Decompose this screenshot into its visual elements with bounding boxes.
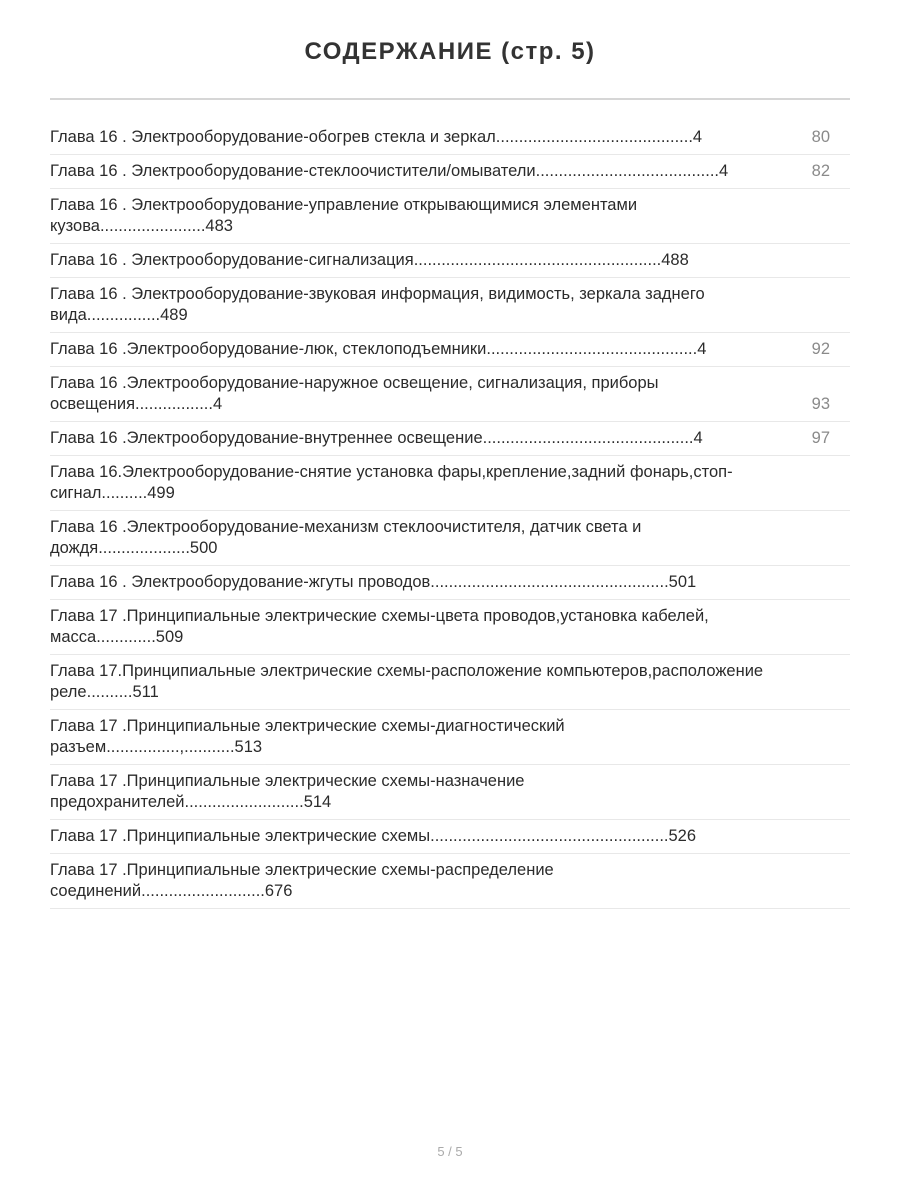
- toc-entry-text: Глава 16 . Электрооборудование-звуковая информация, видимость, зеркала заднего вида................489: [50, 285, 705, 324]
- toc-entry[interactable]: [50, 854, 850, 909]
- page-title: СОДЕРЖАНИЕ (стр. 5): [304, 38, 596, 65]
- toc-entry-text: Глава 17 .Принципиальные электрические схемы....................................................526: [50, 827, 697, 845]
- toc-entry[interactable]: [50, 155, 850, 189]
- toc-entry[interactable]: [50, 189, 850, 244]
- toc-entry-text: Глава 17 .Принципиальные электрические схемы-цвета проводов,установка кабелей, масса.............509: [50, 607, 709, 646]
- toc-entry-page: 92: [811, 340, 830, 358]
- toc-entry[interactable]: [50, 367, 850, 422]
- toc-entry-text: Глава 16 . Электрооборудование-жгуты проводов....................................................501: [50, 573, 697, 591]
- toc-entry-text: Глава 16 . Электрооборудование-управление открывающимися элементами кузова.......................483: [50, 196, 638, 235]
- toc-entry[interactable]: [50, 244, 850, 278]
- toc-entry-page: 97: [811, 429, 830, 447]
- toc-entry-page: 82: [811, 162, 830, 180]
- toc-entry[interactable]: [50, 456, 850, 511]
- toc-entry[interactable]: [50, 600, 850, 655]
- toc-entry[interactable]: [50, 566, 850, 600]
- toc-entry-text: Глава 16 .Электрооборудование-наружное освещение, сигнализация, приборы освещения.................4: [50, 374, 659, 413]
- toc-entry-page: 93: [811, 395, 830, 413]
- toc-entry-text: Глава 17 .Принципиальные электрические схемы-диагностический разъем................,...........513: [50, 717, 565, 756]
- toc-entry-text: Глава 16 .Электрооборудование-люк, стеклоподъемники..............................................4: [50, 340, 707, 358]
- toc-entry-text: Глава 17 .Принципиальные электрические схемы-назначение предохранителей..........................514: [50, 772, 525, 811]
- toc-entry-text: Глава 17 .Принципиальные электрические схемы-распределение соединений...........................676: [50, 861, 554, 900]
- toc-entry-page: 80: [811, 128, 830, 146]
- title-divider: [50, 98, 850, 100]
- toc-entry-text: Глава 16 . Электрооборудование-обогрев стекла и зеркал...........................................4: [50, 128, 703, 146]
- toc-entry-text: Глава 16 . Электрооборудование-сигнализация......................................................488: [50, 251, 689, 269]
- toc-entry-text: Глава 16 . Электрооборудование-стеклоочистители/омыватели........................................4: [50, 162, 729, 180]
- table-of-contents: [50, 121, 850, 909]
- toc-entry-text: Глава 16.Электрооборудование-снятие установка фары,крепление,задний фонарь,стоп- сигнал..........499: [50, 463, 733, 502]
- toc-entry[interactable]: [50, 278, 850, 333]
- page-indicator: 5 / 5: [437, 1144, 463, 1159]
- toc-entry[interactable]: [50, 765, 850, 820]
- toc-entry[interactable]: [50, 820, 850, 854]
- toc-entry[interactable]: [50, 511, 850, 566]
- toc-entry[interactable]: [50, 655, 850, 710]
- toc-entry[interactable]: [50, 422, 850, 456]
- toc-entry-text: Глава 16 .Электрооборудование-внутреннее освещение..............................................4: [50, 429, 703, 447]
- toc-entry-text: Глава 17.Принципиальные электрические схемы-расположение компьютеров,расположение реле..........511: [50, 662, 764, 701]
- toc-entry[interactable]: [50, 121, 850, 155]
- toc-entry[interactable]: [50, 710, 850, 765]
- toc-entry-text: Глава 16 .Электрооборудование-механизм стеклоочистителя, датчик света и дождя....................500: [50, 518, 642, 557]
- toc-entry[interactable]: [50, 333, 850, 367]
